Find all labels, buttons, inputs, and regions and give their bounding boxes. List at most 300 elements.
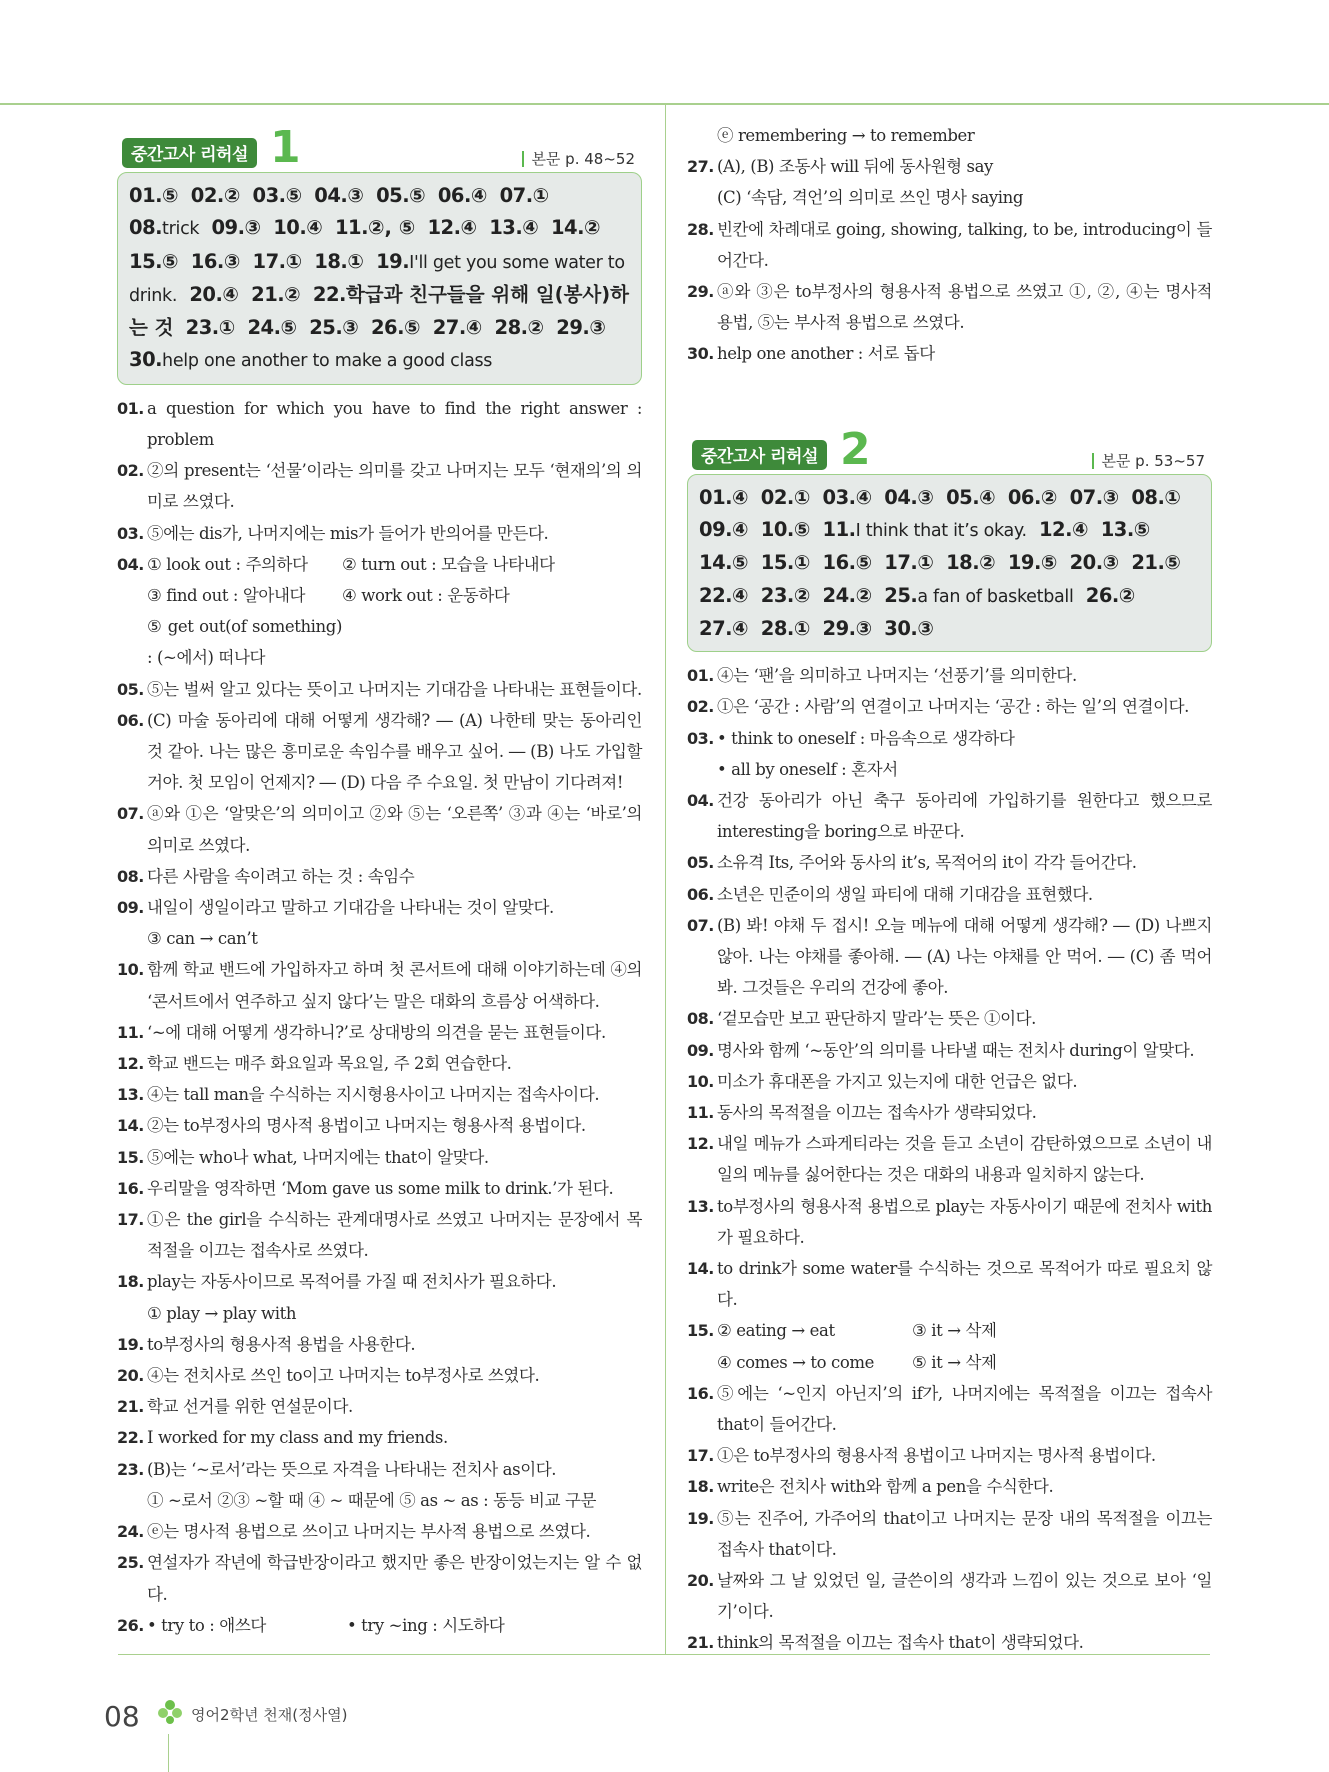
item-line: (C) 마술 동아리에 대해 어떻게 생각해? ― (A) 나한테 맞는 동아리인 것 같아. 나는 많은 흥미로운 속임수를 배우고 싶어. ― (B) 나도 가입할거야. 첫 모임이 언제지? ― (D) 다음 주 수요일. 첫 만남이 기다려져! xyxy=(147,710,642,793)
answer-entry xyxy=(1086,584,1136,607)
item-text xyxy=(717,151,1212,213)
answer-value: ① xyxy=(218,316,236,340)
explanation-item xyxy=(687,1315,1212,1377)
item-number: 08. xyxy=(687,1009,714,1029)
answer-number: 23. xyxy=(760,583,794,607)
answer-value: ② xyxy=(527,316,545,340)
answer-entry xyxy=(1131,551,1181,574)
item-number: 03. xyxy=(687,728,714,748)
item-line: (B)는 ‘~로서’라는 뜻으로 자격을 나타내는 전치사 as이다. xyxy=(147,1459,557,1479)
item-number: 03. xyxy=(117,523,144,543)
answer-value: ③ xyxy=(917,616,934,640)
answer-entry xyxy=(495,316,545,339)
answer-value: ⑤ xyxy=(1040,551,1058,575)
answer-entry xyxy=(946,551,996,574)
answer-number: 19. xyxy=(376,249,410,273)
answer-value: ① xyxy=(285,249,303,273)
answer-value: ③ xyxy=(244,216,261,240)
answer-entry xyxy=(253,250,303,273)
item-number: 12. xyxy=(117,1054,144,1074)
item-line: ④는 전치사로 쓰인 to이고 나머지는 to부정사로 쓰였다. xyxy=(147,1366,540,1386)
answer-number: 16. xyxy=(822,551,856,575)
answer-number: 28. xyxy=(494,316,528,340)
item-number: 22. xyxy=(117,1428,144,1448)
answer-number: 24. xyxy=(822,583,856,607)
answer-number: 27. xyxy=(432,316,466,340)
section-2-header xyxy=(687,423,1212,475)
answer-number: 05. xyxy=(376,184,410,207)
answer-number: 30. xyxy=(129,348,163,372)
explanation-item xyxy=(117,1547,642,1609)
item-number: 12. xyxy=(687,1134,714,1154)
item-number: 10. xyxy=(117,960,144,980)
explanation-list-continued xyxy=(687,120,1212,370)
answer-value: ④ xyxy=(306,216,323,240)
answer-entry xyxy=(699,584,749,607)
answer-value: ② xyxy=(1118,583,1136,607)
answer-number: 11. xyxy=(822,517,856,541)
item-number: 02. xyxy=(117,461,144,481)
answer-value: ⑤ xyxy=(409,184,426,207)
answer-entry xyxy=(556,316,606,339)
left-column xyxy=(117,122,642,1641)
answer-number: 27. xyxy=(699,616,733,640)
item-text xyxy=(717,910,1212,1004)
margin-line xyxy=(168,1734,169,1772)
item-number: 17. xyxy=(117,1210,144,1230)
answer-number: 22. xyxy=(699,583,733,607)
answer-number: 17. xyxy=(884,551,918,575)
answer-value: ④ xyxy=(732,583,749,607)
answer-value: ④ xyxy=(732,616,749,640)
explanation-item xyxy=(687,120,1212,151)
choice-right: ④ work out : 운동하다 xyxy=(342,586,510,605)
choice-left: ② eating → eat xyxy=(717,1321,835,1341)
answer-number: 18. xyxy=(314,249,348,273)
item-text xyxy=(717,1565,1212,1627)
answer-value: ⑤ xyxy=(280,316,297,340)
item-number: 07. xyxy=(117,804,144,824)
item-text xyxy=(717,1003,1212,1034)
explanation-item xyxy=(117,1391,642,1422)
explanation-item xyxy=(687,723,1212,785)
item-text xyxy=(147,1360,642,1391)
answer-value: ③ xyxy=(1102,551,1120,575)
section-badge: 중간고사 리허설 xyxy=(692,440,827,470)
answer-entry xyxy=(1039,518,1089,541)
answer-entry xyxy=(1101,518,1151,541)
answer-number: 16. xyxy=(190,249,224,273)
item-line: ②의 present는 ‘선물’이라는 의미를 갖고 나머지는 모두 ‘현재의’의 의미로 쓰였다. xyxy=(147,461,642,512)
answer-number: 14. xyxy=(550,216,585,240)
answer-number: 06. xyxy=(437,184,471,207)
answer-value: ② xyxy=(855,583,873,607)
explanation-item xyxy=(687,1440,1212,1471)
answer-value: ④ xyxy=(732,485,749,509)
answer-value: ③ xyxy=(347,184,364,207)
answer-entry xyxy=(129,348,492,371)
answer-value: ⑤ xyxy=(162,249,179,273)
answer-value: ③ xyxy=(1102,485,1120,509)
answer-value: ② xyxy=(793,583,811,607)
answer-value: ② xyxy=(284,282,301,306)
item-sub-line: • all by oneself : 혼자서 xyxy=(717,759,898,779)
answer-number: 10. xyxy=(760,517,794,541)
answer-number: 18. xyxy=(946,551,980,575)
item-number: 09. xyxy=(117,898,144,918)
answer-entry xyxy=(823,584,873,607)
answer-number: 29. xyxy=(822,616,856,640)
explanation-item xyxy=(117,1516,642,1547)
explanation-item xyxy=(117,518,642,549)
section-number: 1 xyxy=(270,122,301,173)
item-text xyxy=(717,785,1212,847)
explanation-item xyxy=(687,1627,1212,1658)
item-text xyxy=(717,338,1212,369)
answer-entry xyxy=(1131,486,1181,509)
item-text xyxy=(717,1471,1212,1502)
item-line: ⑤에는 ‘~인지 아닌지’의 if가, 나머지에는 목적절을 이끄는 접속사 that이 들어간다. xyxy=(717,1383,1212,1434)
item-line: ⓔ는 명사적 용법으로 쓰이고 나머지는 부사적 용법으로 쓰였다. xyxy=(147,1522,591,1542)
item-number: 06. xyxy=(687,884,714,904)
answer-number: 28. xyxy=(760,616,794,640)
item-line: ⓐ와 ③은 to부정사의 형용사적 용법으로 쓰였고 ①, ②, ④는 명사적 용법, ⑤는 부사적 용법으로 쓰였다. xyxy=(717,282,1212,333)
explanation-item xyxy=(687,338,1212,369)
explanation-item xyxy=(117,1079,642,1110)
answer-number: 04. xyxy=(314,184,348,207)
item-line: 명사와 함께 ‘~동안’의 의미를 나타낼 때는 전치사 during이 알맞다. xyxy=(717,1040,1195,1060)
page-reference: 본문 p. 48~52 xyxy=(522,151,635,167)
answer-value: trick xyxy=(162,219,200,240)
item-line: ④는 ‘팬’을 의미하고 나머지는 ‘선풍기’를 의미한다. xyxy=(717,666,1077,686)
answer-entry xyxy=(1008,551,1058,574)
explanation-item xyxy=(117,1048,642,1079)
answer-entry xyxy=(489,216,539,239)
item-number: 17. xyxy=(687,1446,714,1466)
item-number: 19. xyxy=(687,1508,714,1528)
answer-value: ②, ⑤ xyxy=(368,216,416,240)
answer-number: 14. xyxy=(699,551,733,575)
item-number: 13. xyxy=(117,1085,144,1105)
answer-value: ④ xyxy=(732,517,749,541)
explanation-item xyxy=(117,1204,642,1266)
item-line: ②는 to부정사의 명사적 용법이고 나머지는 형용사적 용법이다. xyxy=(147,1116,586,1136)
answer-entry xyxy=(884,584,1073,607)
answer-value: ③ xyxy=(223,249,241,273)
answer-value: ① xyxy=(793,551,811,575)
explanation-item xyxy=(687,1097,1212,1128)
item-number: 20. xyxy=(117,1366,144,1386)
item-line: 건강 동아리가 아닌 축구 동아리에 가입하기를 원한다고 했으므로 interesting을 boring으로 바꾼다. xyxy=(717,790,1212,842)
section-number: 2 xyxy=(840,423,871,475)
answer-entry xyxy=(823,617,873,640)
answer-entry xyxy=(129,250,179,273)
explanation-item xyxy=(117,1454,642,1516)
answer-entry xyxy=(273,216,323,239)
explanation-item xyxy=(117,674,642,705)
item-line: 미소가 휴대폰을 가지고 있는지에 대한 언급은 없다. xyxy=(717,1071,1078,1091)
answer-entry xyxy=(1008,486,1058,509)
answer-value: 학급과 친구들을 위해 일(봉사)하는 것 xyxy=(129,282,630,340)
item-number: 18. xyxy=(687,1477,714,1497)
item-text xyxy=(147,892,642,954)
answer-entry xyxy=(761,617,811,640)
answer-number: 06. xyxy=(1007,485,1041,509)
item-number xyxy=(687,120,717,151)
answer-number: 12. xyxy=(1038,517,1073,541)
explanation-item xyxy=(687,910,1212,1004)
answer-entry xyxy=(433,316,483,339)
answer-value: ① xyxy=(347,249,364,273)
answer-entry xyxy=(314,250,364,273)
answer-entry xyxy=(191,184,241,207)
item-line: 소년은 민준이의 생일 파티에 대해 기대감을 표현했다. xyxy=(717,884,1093,904)
answer-value: ② xyxy=(223,184,241,207)
item-line: 다른 사람을 속이려고 하는 것 : 속임수 xyxy=(147,866,415,886)
item-number: 24. xyxy=(117,1522,144,1542)
explanation-item xyxy=(687,1128,1212,1190)
choice-left: ③ find out : 알아내다 xyxy=(147,586,306,605)
answer-number: 11. xyxy=(334,216,369,240)
answer-entry xyxy=(823,551,873,574)
answer-entry xyxy=(129,184,179,207)
item-number: 01. xyxy=(687,666,714,686)
answer-entry xyxy=(884,486,934,509)
answer-value: ② xyxy=(584,216,601,240)
explanation-item xyxy=(117,1329,642,1360)
item-line: ⓔ remembering → to remember xyxy=(717,126,975,145)
item-line: 날짜와 그 날 있었던 일, 글쓴이의 생각과 느낌이 있는 것으로 보아 ‘일기’이다. xyxy=(717,1571,1212,1622)
item-line: ⓐ와 ①은 ‘알맞은’의 의미이고 ②와 ⑤는 ‘오른쪽’ ③과 ④는 ‘바로’의 의미로 쓰였다. xyxy=(147,804,642,855)
item-number: 05. xyxy=(117,679,144,699)
answer-number: 13. xyxy=(1100,517,1134,541)
item-text xyxy=(147,455,642,517)
item-text xyxy=(147,1142,642,1173)
answer-value: ③ xyxy=(917,485,934,509)
item-text xyxy=(147,549,642,674)
answer-value: ④ xyxy=(979,485,996,509)
answer-key-box xyxy=(117,172,642,385)
answer-value: ① xyxy=(532,184,550,207)
answer-number: 01. xyxy=(699,485,733,509)
answer-value: ④ xyxy=(522,216,539,240)
answer-entry xyxy=(699,617,749,640)
answer-value: I think that it’s okay. xyxy=(855,520,1027,541)
answer-number: 19. xyxy=(1007,551,1041,575)
answer-number: 22. xyxy=(312,282,346,306)
item-line: ⑤는 벌써 알고 있다는 뜻이고 나머지는 기대감을 나타내는 표현들이다. xyxy=(147,679,642,699)
item-line: I worked for my class and my friends. xyxy=(147,1428,448,1448)
item-number: 05. xyxy=(687,853,714,873)
answer-entry xyxy=(211,216,261,239)
item-text xyxy=(147,518,642,549)
choice-left: ④ comes → to come xyxy=(717,1352,874,1372)
answer-number: 13. xyxy=(489,216,523,240)
choice-row xyxy=(147,580,642,611)
answer-entry xyxy=(1070,486,1120,509)
explanation-item xyxy=(117,892,642,954)
answer-entry xyxy=(884,617,934,640)
answer-number: 08. xyxy=(1131,485,1165,509)
item-line: 학교 밴드는 매주 화요일과 목요일, 주 2회 연습한다. xyxy=(147,1054,512,1074)
item-number: 11. xyxy=(687,1102,714,1122)
item-line: 동사의 목적절을 이끄는 접속사가 생략되었다. xyxy=(717,1102,1037,1122)
item-line: 우리말을 영작하면 ‘Mom gave us some milk to drink.’가 된다. xyxy=(147,1178,614,1198)
item-line: to drink가 some water를 수식하는 것으로 목적어가 따로 필요치 않다. xyxy=(717,1258,1212,1310)
choice-row xyxy=(717,1347,1212,1378)
item-text xyxy=(147,1516,642,1547)
item-number: 18. xyxy=(117,1272,144,1292)
answer-value: ② xyxy=(979,551,996,575)
explanation-item xyxy=(687,660,1212,691)
explanation-item xyxy=(117,861,642,892)
explanation-item xyxy=(117,1422,642,1453)
item-line: ①은 to부정사의 형용사적 용법이고 나머지는 명사적 용법이다. xyxy=(717,1446,1156,1466)
answer-value: ① xyxy=(793,616,811,640)
answer-value: I'll get you some water to drink. xyxy=(129,252,625,306)
answer-entry xyxy=(438,184,488,207)
item-number: 20. xyxy=(687,1571,714,1590)
answer-value: ① xyxy=(793,485,811,509)
item-line: ⑤에는 dis가, 나머지에는 mis가 들어가 반의어를 만든다. xyxy=(147,523,549,543)
item-number: 29. xyxy=(687,282,714,302)
item-text xyxy=(147,1079,642,1110)
answer-entry xyxy=(129,216,199,239)
answer-number: 24. xyxy=(247,316,281,340)
item-text xyxy=(147,1017,642,1048)
item-line: a question for which you have to find the right answer : problem xyxy=(147,398,642,449)
page-number: 08 xyxy=(104,1700,140,1733)
item-text xyxy=(717,1191,1212,1253)
explanation-item xyxy=(117,1017,642,1048)
answer-entry xyxy=(189,283,239,306)
explanation-item xyxy=(687,785,1212,847)
item-line: (A), (B) 조동사 will 뒤에 동사원형 say xyxy=(717,157,993,177)
item-number: 04. xyxy=(687,790,714,810)
answer-entry xyxy=(699,518,749,541)
explanation-item xyxy=(117,1360,642,1391)
answer-value: ⑤ xyxy=(855,551,873,575)
item-line: ⑤에는 who나 what, 나머지에는 that이 알맞다. xyxy=(147,1147,489,1167)
item-text xyxy=(147,1266,642,1328)
answer-number: 02. xyxy=(190,184,224,207)
answer-entry xyxy=(761,486,811,509)
item-number: 15. xyxy=(117,1147,144,1167)
answer-number: 04. xyxy=(884,485,918,509)
choice-row xyxy=(147,611,642,673)
explanation-item xyxy=(687,847,1212,878)
answer-number: 21. xyxy=(251,282,285,306)
explanation-item xyxy=(687,1191,1212,1253)
item-line: to부정사의 형용사적 용법을 사용한다. xyxy=(147,1334,416,1354)
item-line: play는 자동사이므로 목적어를 가질 때 전치사가 필요하다. xyxy=(147,1272,557,1292)
answer-number: 07. xyxy=(1069,485,1103,509)
item-number: 10. xyxy=(687,1071,714,1091)
item-number: 16. xyxy=(687,1383,714,1403)
answer-value: ④ xyxy=(470,184,488,207)
item-number: 25. xyxy=(117,1553,144,1573)
answer-entry xyxy=(761,551,811,574)
answer-value: ③ xyxy=(342,316,359,340)
item-line: 내일 메뉴가 스파게티라는 것을 듣고 소년이 감탄하였으므로 소년이 내일의 메뉴를 싫어한다는 것은 대화의 내용과 일치하지 않는다. xyxy=(717,1134,1212,1185)
item-number: 04. xyxy=(117,554,144,574)
item-text xyxy=(147,674,642,705)
explanation-item xyxy=(117,798,642,860)
explanation-item xyxy=(687,1378,1212,1440)
column-divider xyxy=(665,104,666,1654)
explanation-item xyxy=(687,691,1212,722)
item-line: ⑤는 진주어, 가주어의 that이고 나머지는 문장 내의 목적절을 이끄는 접속사 that이다. xyxy=(717,1508,1212,1559)
page-reference: 본문 p. 53~57 xyxy=(1092,453,1205,469)
item-number: 15. xyxy=(687,1321,714,1341)
answer-value: ① xyxy=(1164,485,1181,509)
answer-value: ④ xyxy=(222,282,239,306)
item-line: 소유격 Its, 주어와 동사의 it’s, 목적어의 it이 각각 들어간다. xyxy=(717,853,1137,873)
answer-entry xyxy=(314,184,364,207)
item-number: 27. xyxy=(687,157,714,177)
answer-number: 10. xyxy=(273,216,307,240)
item-text xyxy=(717,1035,1212,1066)
answer-number: 25. xyxy=(309,316,343,340)
answer-number: 30. xyxy=(884,616,918,640)
explanation-item xyxy=(117,1173,642,1204)
item-line: ‘겉모습만 보고 판단하지 말라’는 뜻은 ①이다. xyxy=(717,1009,1037,1029)
item-sub-line: (C) ‘속담, 격언’의 의미로 쓰인 명사 saying xyxy=(717,188,1024,208)
answer-value: ⑤ xyxy=(1133,517,1151,541)
choice-left: • try to : 애쓰다 xyxy=(147,1615,266,1635)
answer-number: 26. xyxy=(370,316,405,340)
item-number: 02. xyxy=(687,697,714,717)
item-text xyxy=(147,798,642,860)
item-text xyxy=(717,691,1212,722)
answer-number: 25. xyxy=(884,583,918,607)
answer-entry xyxy=(186,316,236,339)
item-text xyxy=(147,1048,642,1079)
answer-key-box xyxy=(687,474,1212,652)
item-text xyxy=(717,1627,1212,1658)
item-text xyxy=(147,1329,642,1360)
item-line: 학교 선거를 위한 연설문이다. xyxy=(147,1397,353,1417)
item-number: 21. xyxy=(687,1633,714,1653)
item-number: 16. xyxy=(117,1178,144,1198)
right-column xyxy=(687,120,1212,1659)
answer-entry xyxy=(884,551,934,574)
section-1-header xyxy=(117,122,642,173)
answer-number: 15. xyxy=(760,551,794,575)
choice-right: ③ it → 삭제 xyxy=(912,1321,997,1341)
item-number: 26. xyxy=(117,1615,144,1635)
item-sub-line: ③ can → can’t xyxy=(147,929,258,949)
answer-entry xyxy=(761,584,811,607)
explanation-item xyxy=(117,1142,642,1173)
item-text xyxy=(147,1110,642,1141)
answer-entry xyxy=(371,316,421,339)
answer-value: ⑤ xyxy=(404,316,421,340)
answer-entry xyxy=(191,250,241,273)
answer-entry xyxy=(823,518,1027,541)
item-text xyxy=(717,1503,1212,1565)
answer-entry xyxy=(247,316,297,339)
answer-value: ④ xyxy=(1072,517,1089,541)
explanation-item xyxy=(117,1110,642,1141)
choice-left: ⑤ get out(of something) : (~에서) 떠나다 xyxy=(147,617,342,668)
item-text xyxy=(147,705,642,799)
item-text xyxy=(147,954,642,1016)
item-text xyxy=(717,660,1212,691)
item-number: 14. xyxy=(687,1258,714,1278)
item-line: ①은 the girl을 수식하는 관계대명사로 쓰였고 나머지는 문장에서 목적절을 이끄는 접속사로 쓰였다. xyxy=(147,1210,642,1261)
item-text xyxy=(147,861,642,892)
